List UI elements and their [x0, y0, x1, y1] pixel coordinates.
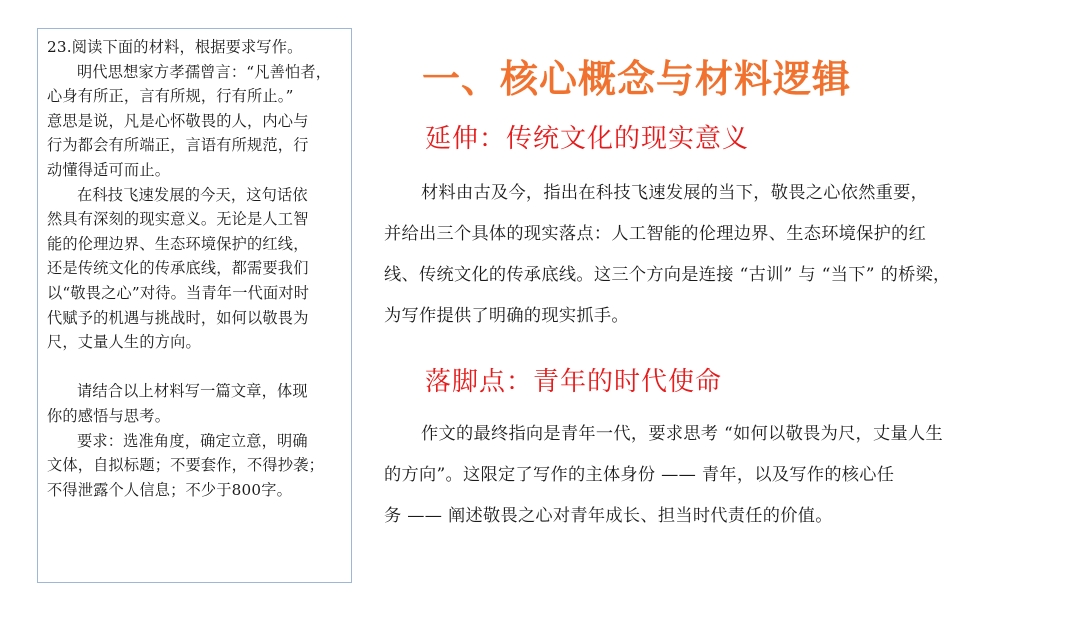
prompt-line: 动懂得适可而止。: [47, 160, 171, 179]
body-line: 并给出三个具体的现实落点：人工智能的伦理边界、生态环境保护的红: [384, 224, 927, 244]
prompt-line: 在科技飞速发展的今天，这句话依: [77, 185, 308, 204]
prompt-line: 尺，丈量人生的方向。: [47, 333, 201, 352]
prompt-line: 要求：选准角度，确定立意，明确: [77, 431, 308, 450]
prompt-line: 能的伦理边界、生态环境保护的红线，: [47, 234, 309, 253]
section-heading-mission: 落脚点：青年的时代使命: [425, 367, 723, 397]
prompt-line: 意思是说，凡是心怀敬畏的人，内心与: [47, 111, 309, 130]
prompt-line: 不得泄露个人信息；不少于800字。: [47, 480, 293, 499]
prompt-line: 代赋予的机遇与挑战时，如何以敬畏为: [47, 308, 309, 327]
page-title: 一、核心概念与材料逻辑: [422, 57, 852, 101]
body-line: 材料由古及今，指出在科技飞速发展的当下，敬畏之心依然重要，: [421, 183, 929, 203]
prompt-line: 明代思想家方孝孺曾言：“凡善怕者，: [77, 62, 332, 81]
body-line: 线、传统文化的传承底线。这三个方向是连接 “古训” 与 “当下” 的桥梁，: [384, 265, 951, 285]
prompt-line: 心身有所正，言有所规，行有所止。”: [47, 87, 294, 106]
prompt-line: 以“敬畏之心”对待。当青年一代面对时: [47, 283, 310, 302]
prompt-line: 文体，自拟标题；不要套作，不得抄袭；: [47, 456, 324, 475]
body-line: 为写作提供了明确的现实抓手。: [384, 306, 629, 326]
prompt-line: 行为都会有所端正，言语有所规范，行: [47, 136, 309, 155]
section-body-mission: [384, 414, 1024, 537]
body-line: 务 —— 阐述敬畏之心对青年成长、担当时代责任的价值。: [384, 506, 833, 526]
prompt-line: 你的感悟与思考。: [47, 406, 171, 425]
prompt-line: 然具有深刻的现实意义。无论是人工智: [47, 210, 309, 229]
section-body-extension: [384, 173, 1024, 337]
section-heading-extension: 延伸：传统文化的现实意义: [425, 124, 750, 154]
prompt-line: 还是传统文化的传承底线，都需要我们: [47, 259, 309, 278]
body-line: 的方向”。这限定了写作的主体身份 —— 青年，以及写作的核心任: [384, 465, 895, 485]
prompt-line: 请结合以上材料写一篇文章，体现: [77, 382, 308, 401]
body-line: 作文的最终指向是青年一代，要求思考 “如何以敬畏为尺，丈量人生: [421, 424, 943, 444]
prompt-line: 23.阅读下面的材料，根据要求写作。: [47, 38, 303, 56]
writing-prompt-box: [37, 28, 352, 583]
